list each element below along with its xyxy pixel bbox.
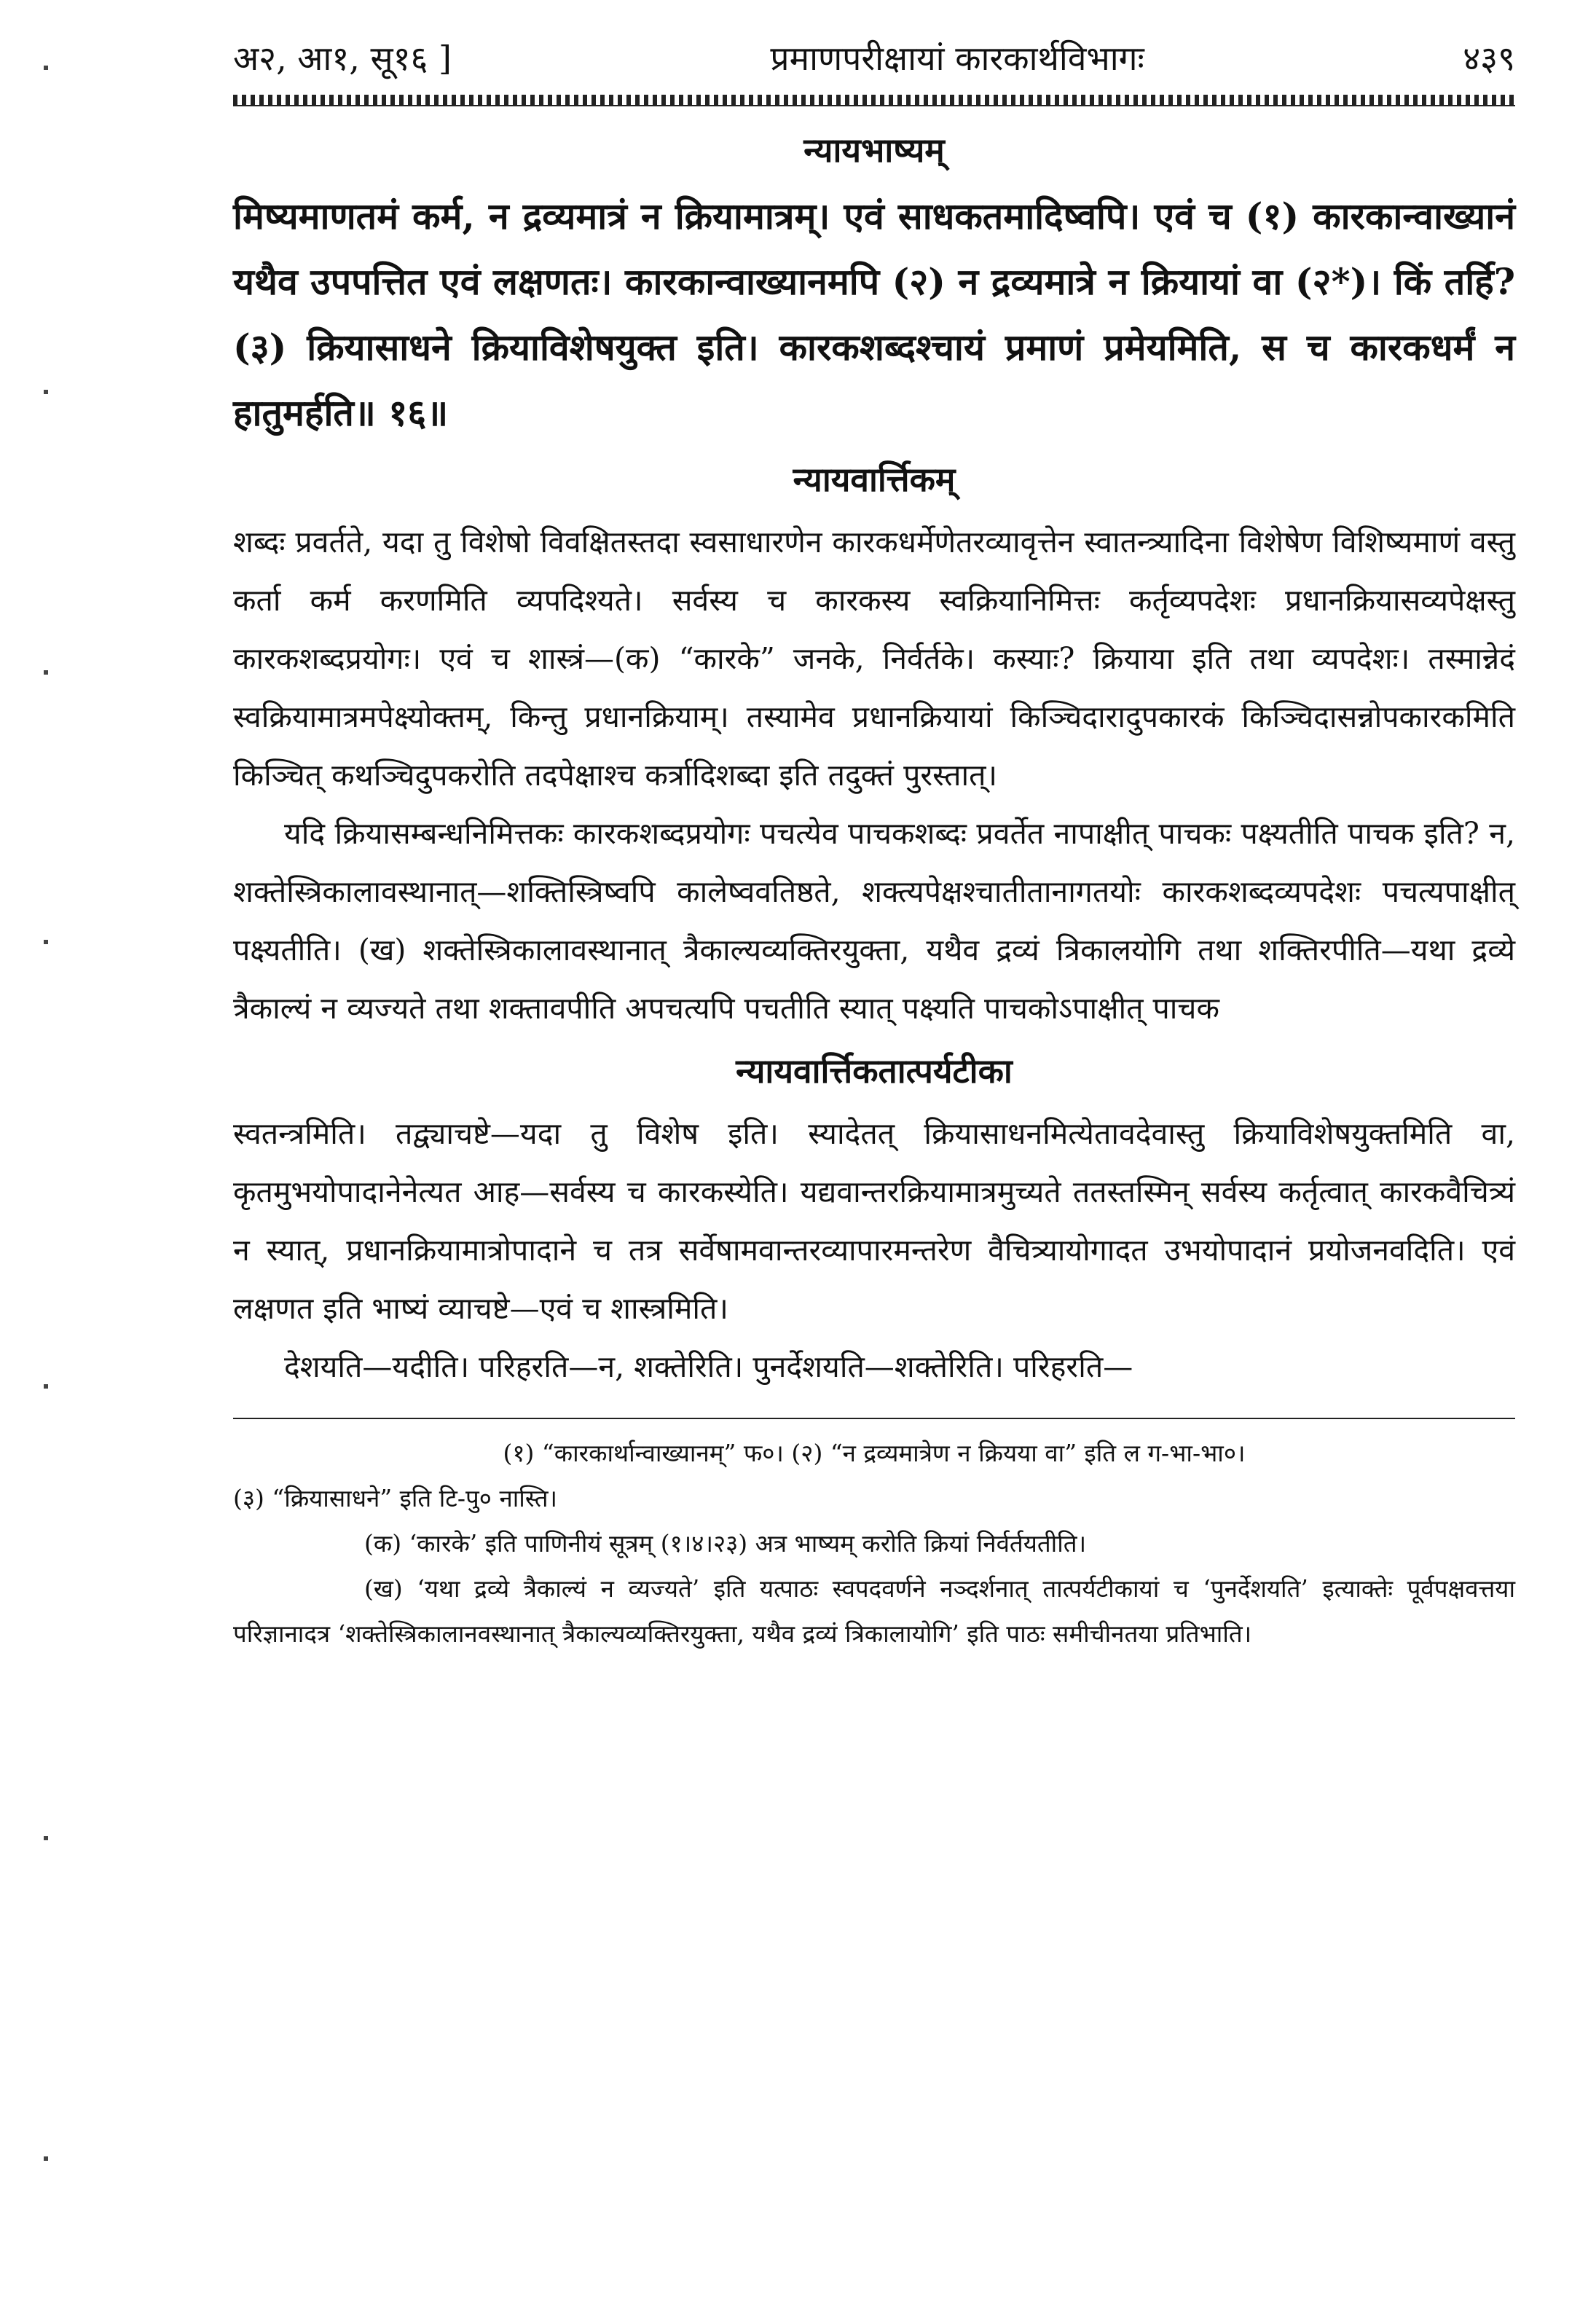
footnote-4: (ख) ‘यथा द्रव्ये त्रैकाल्यं न व्यज्यते’ इति यत्पाठः स्वपदवर्णने नञ्दर्शनात् तात्पर्यटीकायां च ‘पुनर्देशयति’ इत्याक्तेः पूर्वपक्षवत्तया परिज्ञानादत्र ‘शक्तेस्त्रिकालानवस्थानात् त्रैकाल्यव्यक्तिरयुक्ता, यथैव द्रव्यं त्रिकालायोगि’ इति पाठः समीचीनतया प्रतिभाति। [233, 1574, 1515, 1648]
tika-text [233, 1104, 1515, 1396]
margin-mark [44, 1384, 48, 1389]
margin-mark [44, 390, 48, 394]
margin-mark [44, 66, 48, 70]
vartika-paragraph-1: शब्दः प्रवर्तते, यदा तु विशेषो विवक्षितस्तदा स्वसाधारणेन कारकधर्मेणेतरव्यावृत्तेन स्वातन्त्र्यादिना विशेषेण विशिष्यमाणं वस्तु कर्ता कर्म करणमिति व्यपदिश्यते। सर्वस्य च कारकस्य स्वक्रियानिमित्तः कर्तृव्यपदेशः प्रधानक्रियासव्यपेक्षस्तु कारकशब्दप्रयोगः। एवं च शास्त्रं—(क) “कारके” जनके, निर्वर्तके। कस्याः? क्रियाया इति तथा व्यपदेशः। तस्मान्नेदं स्वक्रियामात्रमपेक्ष्योक्तम्, किन्तु प्रधानक्रियाम्। तस्यामेव प्रधानक्रियायां किञ्चिदारादुपकारकं किञ्चिदासन्नोपकारकमिति किञ्चित् कथञ्चिदुपकरोति तदपेक्षाश्च कर्त्रादिशब्दा इति तदुक्तं पुरस्तात्। [233, 525, 1515, 793]
footnote-3: (क) ‘कारके’ इति पाणिनीयं सूत्रम् (१।४।२३) अत्र भाष्यम् करोति क्रियां निर्वर्तयतीति। [364, 1529, 1087, 1558]
margin-marks [44, 0, 58, 2324]
vartika-text [233, 513, 1515, 1037]
page-number: ४३९ [1463, 39, 1515, 78]
vartika-paragraph-2: यदि क्रियासम्बन्धनिमित्तकः कारकशब्दप्रयोगः पचत्येव पाचकशब्दः प्रवर्तेत नापाक्षीत् पाचकः पक्ष्यतीति पाचक इति? न, शक्तेस्त्रिकालावस्थानात्—शक्तिस्त्रिष्वपि कालेष्ववतिष्ठते, शक्त्यपेक्षश्चातीतानागतयोः कारकशब्दव्यपदेशः पचत्यपाक्षीत् पक्ष्यतीति। (ख) शक्तेस्त्रिकालावस्थानात् त्रैकाल्यव्यक्तिरयुक्ता, यथैव द्रव्यं त्रिकालयोगि तथा शक्तिरपीति—यथा द्रव्ये त्रैकाल्यं न व्यज्यते तथा शक्तावपीति अपचत्यपि पचतीति स्यात् पक्ष्यति पाचकोऽपाक्षीत् पाचक [233, 816, 1515, 1026]
margin-mark [44, 1836, 48, 1840]
bhashya-text [233, 184, 1515, 446]
bhashya-paragraph: मिष्यमाणतमं कर्म, न द्रव्यमात्रं न क्रियामात्रम्। एवं साधकतमादिष्वपि। एवं च (१) कारकान्वाख्यानं यथैव उपपत्तित एवं लक्षणतः। कारकान्वाख्यानमपि (२) न द्रव्यमात्रे न क्रियायां वा (२*)। किं तर्हि? (३) क्रियासाधने क्रियाविशेषयुक्त इति। कारकशब्दश्चायं प्रमाणं प्रमेयमिति, स च कारकधर्मं न हातुमर्हति॥ १६॥ [233, 195, 1515, 434]
margin-mark [44, 940, 48, 944]
tika-paragraph-1: स्वतन्त्रमिति। तद्व्याचष्टे—यदा तु विशेष इति। स्यादेतत् क्रियासाधनमित्येतावदेवास्तु क्रियाविशेषयुक्तमिति वा, कृतमुभयोपादानेनेत्यत आह—सर्वस्य च कारकस्येति। यद्यवान्तरक्रियामात्रमुच्यते ततस्तस्मिन् सर्वस्य कर्तृत्वात् कारकवैचित्र्यं न स्यात्, प्रधानक्रियामात्रोपादाने च तत्र सर्वेषामवान्तरव्यापारमन्तरेण वैचित्र्यायोगादत उभयोपादानं प्रयोजनवदिति। एवं लक्षणत इति भाष्यं व्याचष्टे—एवं च शास्त्रमिति। [233, 1116, 1515, 1326]
margin-mark [44, 670, 48, 675]
footnote-1: (१) “कारकार्थान्वाख्यानम्” फ०। (२) “न द्रव्यमात्रेण न क्रियया वा” इति ल ग-भा-भा०। [503, 1439, 1246, 1467]
page [233, 29, 1515, 1657]
footnote-2: (३) “क्रियासाधने” इति टि-पु० नास्ति। [233, 1484, 558, 1512]
header-rule [233, 95, 1515, 106]
vartika-title: न्यायवार्त्तिकम् [793, 460, 956, 499]
tika-title: न्यायवार्त्तिकतात्पर्यटीका [736, 1051, 1013, 1091]
running-head-title: प्रमाणपरीक्षायां कारकार्थविभागः [770, 39, 1144, 78]
running-head-left: अ२, आ१, सू१६ ] [233, 39, 452, 78]
footnotes [233, 1418, 1515, 1657]
tika-paragraph-2: देशयति—यदीति। परिहरति—न, शक्तेरिति। पुनर्देशयति—शक्तेरिति। परिहरति— [284, 1349, 1133, 1384]
margin-mark [44, 2156, 48, 2161]
running-head [233, 29, 1515, 87]
bhashya-title: न्यायभाष्यम् [803, 130, 945, 170]
